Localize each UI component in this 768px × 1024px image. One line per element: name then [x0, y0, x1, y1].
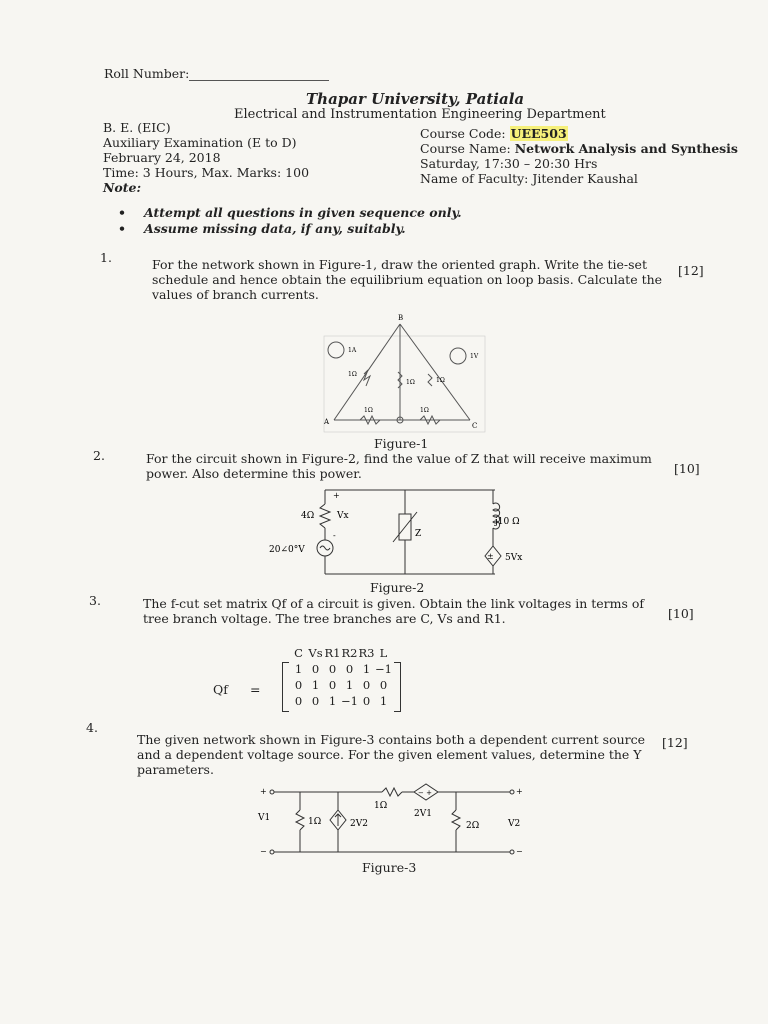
figure-1-caption: Figure-1: [374, 436, 429, 451]
matrix-header: R3: [358, 646, 375, 660]
question-number: 4.: [86, 720, 98, 735]
instruction-item: • Attempt all questions in given sequence only.: [118, 205, 462, 220]
matrix-cell: 0: [294, 694, 303, 708]
matrix-cell: −1: [341, 694, 358, 708]
fig2-minus: -: [333, 531, 336, 540]
fig2-ind: j10 Ω: [495, 517, 520, 527]
question-number: 2.: [93, 448, 105, 463]
matrix-header: R2: [341, 646, 358, 660]
program: B. E. (EIC): [103, 120, 171, 135]
time-marks: Time: 3 Hours, Max. Marks: 100: [103, 165, 310, 180]
fig1-r-br: 1Ω: [420, 407, 429, 414]
faculty: Name of Faculty: Jitender Kaushal: [420, 171, 638, 186]
figure-3-caption: Figure-3: [362, 860, 417, 875]
exam-info-left: [103, 120, 309, 195]
matrix-cell: 0: [311, 694, 320, 708]
matrix-header: Vs: [308, 646, 323, 660]
fig3-v2: V2: [508, 819, 521, 829]
roll-line: [189, 68, 329, 81]
matrix-header-row: [290, 646, 392, 662]
question-number: 3.: [89, 593, 101, 608]
matrix-equals: =: [250, 682, 261, 697]
instruction-text: Attempt all questions in given sequence only.: [144, 205, 462, 220]
matrix-row: [290, 662, 392, 678]
matrix-cell: 0: [328, 678, 337, 692]
matrix-cell: 1: [362, 662, 371, 676]
fig3-v1: V1: [258, 813, 271, 823]
fig1-node-c: C: [472, 422, 478, 430]
fig1-r-right: 1Ω: [436, 377, 445, 384]
fig2-vx: Vx: [337, 511, 349, 521]
fig3-rs: 1Ω: [374, 801, 388, 811]
matrix-cell: 0: [379, 678, 388, 692]
figure-2-circuit: [265, 484, 530, 580]
course-name-line: [420, 141, 738, 156]
fig3-r1: 1Ω: [308, 817, 322, 827]
fig1-src-left: 1A: [348, 347, 357, 354]
fig1-node-a: A: [324, 418, 330, 426]
exam-name: Auxiliary Examination (E to D): [103, 135, 297, 150]
question-text: For the network shown in Figure-1, draw the oriented graph. Write the tie-set schedule and hence obtain the equilibrium equation on loop basis. Calculate the values of branch currents.: [152, 257, 663, 302]
fig2-r: 4Ω: [301, 511, 315, 521]
fig1-r-bl: 1Ω: [364, 407, 373, 414]
matrix-bracket-left: [282, 662, 289, 712]
instruction-text: Assume missing data, if any, suitably.: [144, 221, 406, 236]
fig1-r-mid: 1Ω: [406, 379, 415, 386]
fig2-plus: +: [333, 491, 340, 500]
fig1-src-right: 1V: [470, 353, 479, 360]
matrix-bracket-right: [394, 662, 401, 712]
course-name: Network Analysis and Synthesis: [514, 141, 738, 156]
matrix-cell: 1: [345, 678, 354, 692]
matrix-header: C: [294, 646, 303, 660]
fig3-dep-v: 2V1: [414, 809, 432, 819]
fig3-plus-right: +: [516, 787, 523, 796]
schedule: Saturday, 17:30 – 20:30 Hrs: [420, 156, 598, 171]
fig3-plus-left: +: [260, 787, 267, 796]
department-name: Electrical and Instrumentation Engineering Department: [234, 107, 606, 122]
matrix-cell: 0: [294, 678, 303, 692]
course-code-label: Course Code:: [420, 126, 506, 141]
question-text: The given network shown in Figure-3 contains both a dependent current source and a dependent voltage source. For the given element values, determine the Y parameters.: [137, 732, 646, 777]
fig3-minus-left: −: [260, 847, 267, 856]
fig2-dep: 5Vx: [505, 553, 523, 563]
matrix-cell: 0: [311, 662, 320, 676]
svg-text:±: ±: [487, 552, 494, 561]
course-code-line: [420, 126, 738, 141]
note-label: Note:: [103, 180, 142, 195]
matrix-row: [290, 678, 392, 694]
roll-number: [104, 66, 329, 81]
question-marks: [10]: [668, 606, 694, 621]
matrix-cell: 1: [311, 678, 320, 692]
matrix-cell: 0: [345, 662, 354, 676]
question-marks: [12]: [678, 263, 704, 278]
fig3-r2: 2Ω: [466, 821, 480, 831]
matrix-cell: −1: [375, 662, 392, 676]
roll-label: Roll Number:: [104, 66, 190, 81]
question-text: For the circuit shown in Figure-2, find the value of Z that will receive maximum power. Also determine this power.: [146, 451, 652, 481]
fcut-set-matrix: [290, 646, 392, 710]
question-marks: [12]: [662, 735, 688, 750]
fig1-node-b: B: [398, 314, 404, 322]
instruction-item: • Assume missing data, if any, suitably.: [118, 221, 406, 236]
course-code: UEE503: [510, 126, 567, 141]
matrix-label: Qf: [213, 682, 228, 697]
matrix-cell: 1: [328, 694, 337, 708]
matrix-cell: 0: [328, 662, 337, 676]
matrix-header: R1: [324, 646, 341, 660]
university-title: Thapar University, Patiala: [306, 90, 525, 108]
exam-date: February 24, 2018: [103, 150, 221, 165]
matrix-header: L: [379, 646, 388, 660]
question-number: 1.: [100, 250, 112, 265]
fig3-dep-i: 2V2: [350, 819, 368, 829]
matrix-cell: 1: [379, 694, 388, 708]
exam-info-right: [420, 126, 738, 186]
matrix-cell: 1: [294, 662, 303, 676]
question-text: The f-cut set matrix Qf of a circuit is given. Obtain the link voltages in terms of tree branch voltage. The tree branches are C, Vs and R1.: [143, 596, 645, 626]
fig2-z: Z: [415, 529, 422, 539]
figure-2-caption: Figure-2: [370, 580, 425, 595]
fig3-minus-right: −: [516, 847, 523, 856]
matrix-cell: 0: [362, 678, 371, 692]
question-marks: [10]: [674, 461, 700, 476]
course-name-label: Course Name:: [420, 141, 511, 156]
figure-1-circuit: [320, 310, 490, 435]
svg-text:− +: − +: [418, 789, 432, 797]
matrix-row: [290, 694, 392, 710]
fig2-src: 20∠0°V: [269, 545, 305, 555]
matrix-cell: 0: [362, 694, 371, 708]
fig1-r-left: 1Ω: [348, 371, 357, 378]
figure-3-circuit: [252, 782, 532, 860]
